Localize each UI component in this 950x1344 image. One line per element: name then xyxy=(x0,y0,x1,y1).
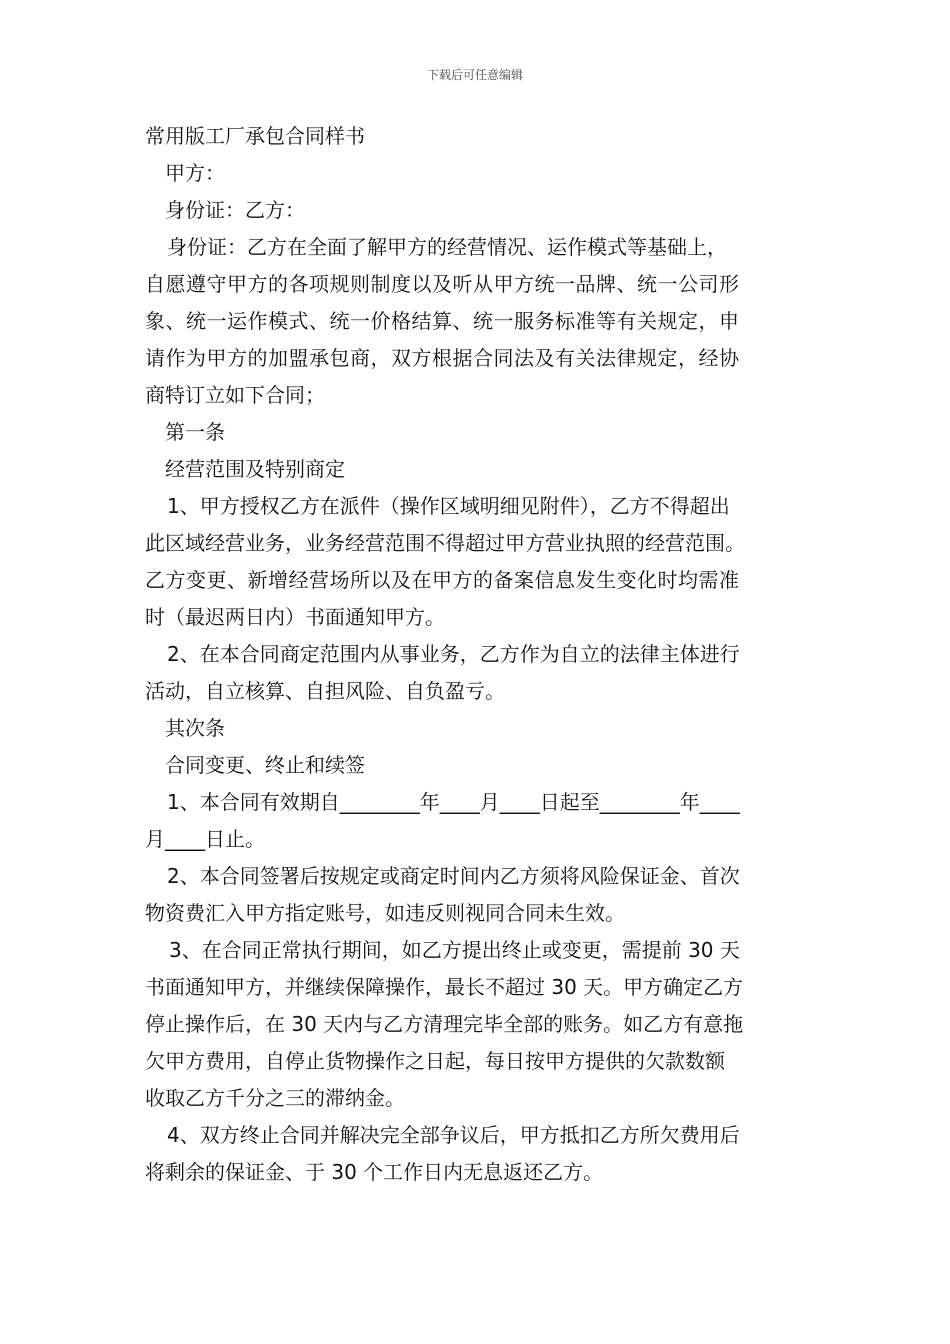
clause-line: 停止操作后，在 30 天内与乙方清理完毕全部的账务。如乙方有意拖 xyxy=(145,1012,744,1036)
clause-line: 月____日止。 xyxy=(145,827,265,851)
document-title: 常用版工厂承包合同样书 xyxy=(145,124,365,148)
clause-line: 时（最迟两日内）书面通知甲方。 xyxy=(145,605,445,629)
clause-line: 乙方变更、新增经营场所以及在甲方的备案信息发生变化时均需准 xyxy=(145,568,740,592)
clause-line: 书面通知甲方，并继续保障操作，最长不超过 30 天。甲方确定乙方 xyxy=(145,975,744,999)
page-header: 下载后可任意编辑 xyxy=(426,68,523,82)
clause-line: 此区域经营业务，业务经营范围不得超过甲方营业执照的经营范围。 xyxy=(145,531,745,555)
document-body xyxy=(145,118,810,1191)
section-title: 经营范围及特别商定 xyxy=(165,457,345,481)
clause-line: 4、双方终止合同并解决完全部争议后，甲方抵扣乙方所欠费用后 xyxy=(167,1123,740,1147)
paragraph-line: 自愿遵守甲方的各项规则制度以及听从甲方统一品牌、统一公司形 xyxy=(145,272,740,296)
clause-line: 将剩余的保证金、于 30 个工作日内无息返还乙方。 xyxy=(145,1160,604,1184)
paragraph-line: 请作为甲方的加盟承包商，双方根据合同法及有关法律规定，经协 xyxy=(145,346,740,370)
clause-line: 欠甲方费用，自停止货物操作之日起，每日按甲方提供的欠款数额 xyxy=(145,1049,725,1073)
clause-line: 3、在合同正常执行期间，如乙方提出终止或变更，需提前 30 天 xyxy=(169,938,740,962)
clause-line: 1、甲方授权乙方在派件（操作区域明细见附件），乙方不得超出 xyxy=(167,494,730,518)
paragraph-line: 象、统一运作模式、统一价格结算、统一服务标准等有关规定，申 xyxy=(145,309,740,333)
id-party-b-label: 身份证：乙方： xyxy=(165,198,305,222)
clause-line: 活动，自立核算、自担风险、自负盈亏。 xyxy=(145,679,505,703)
clause-line: 1、本合同有效期自________年____月____日起至________年____ xyxy=(167,790,740,814)
article-heading: 其次条 xyxy=(165,716,225,740)
clause-line: 2、本合同签署后按规定或商定时间内乙方须将风险保证金、首次 xyxy=(167,864,740,888)
paragraph-line: 身份证：乙方在全面了解甲方的经营情况、运作模式等基础上， xyxy=(167,235,727,259)
party-a-label: 甲方： xyxy=(165,161,225,185)
clause-line: 2、在本合同商定范围内从事业务，乙方作为自立的法律主体进行 xyxy=(167,642,740,666)
section-title: 合同变更、终止和续签 xyxy=(165,753,365,777)
paragraph-line: 商特订立如下合同； xyxy=(145,383,325,407)
clause-line: 物资费汇入甲方指定账号，如违反则视同合同未生效。 xyxy=(145,901,625,925)
clause-line: 收取乙方千分之三的滞纳金。 xyxy=(145,1086,405,1110)
article-heading: 第一条 xyxy=(165,420,225,444)
